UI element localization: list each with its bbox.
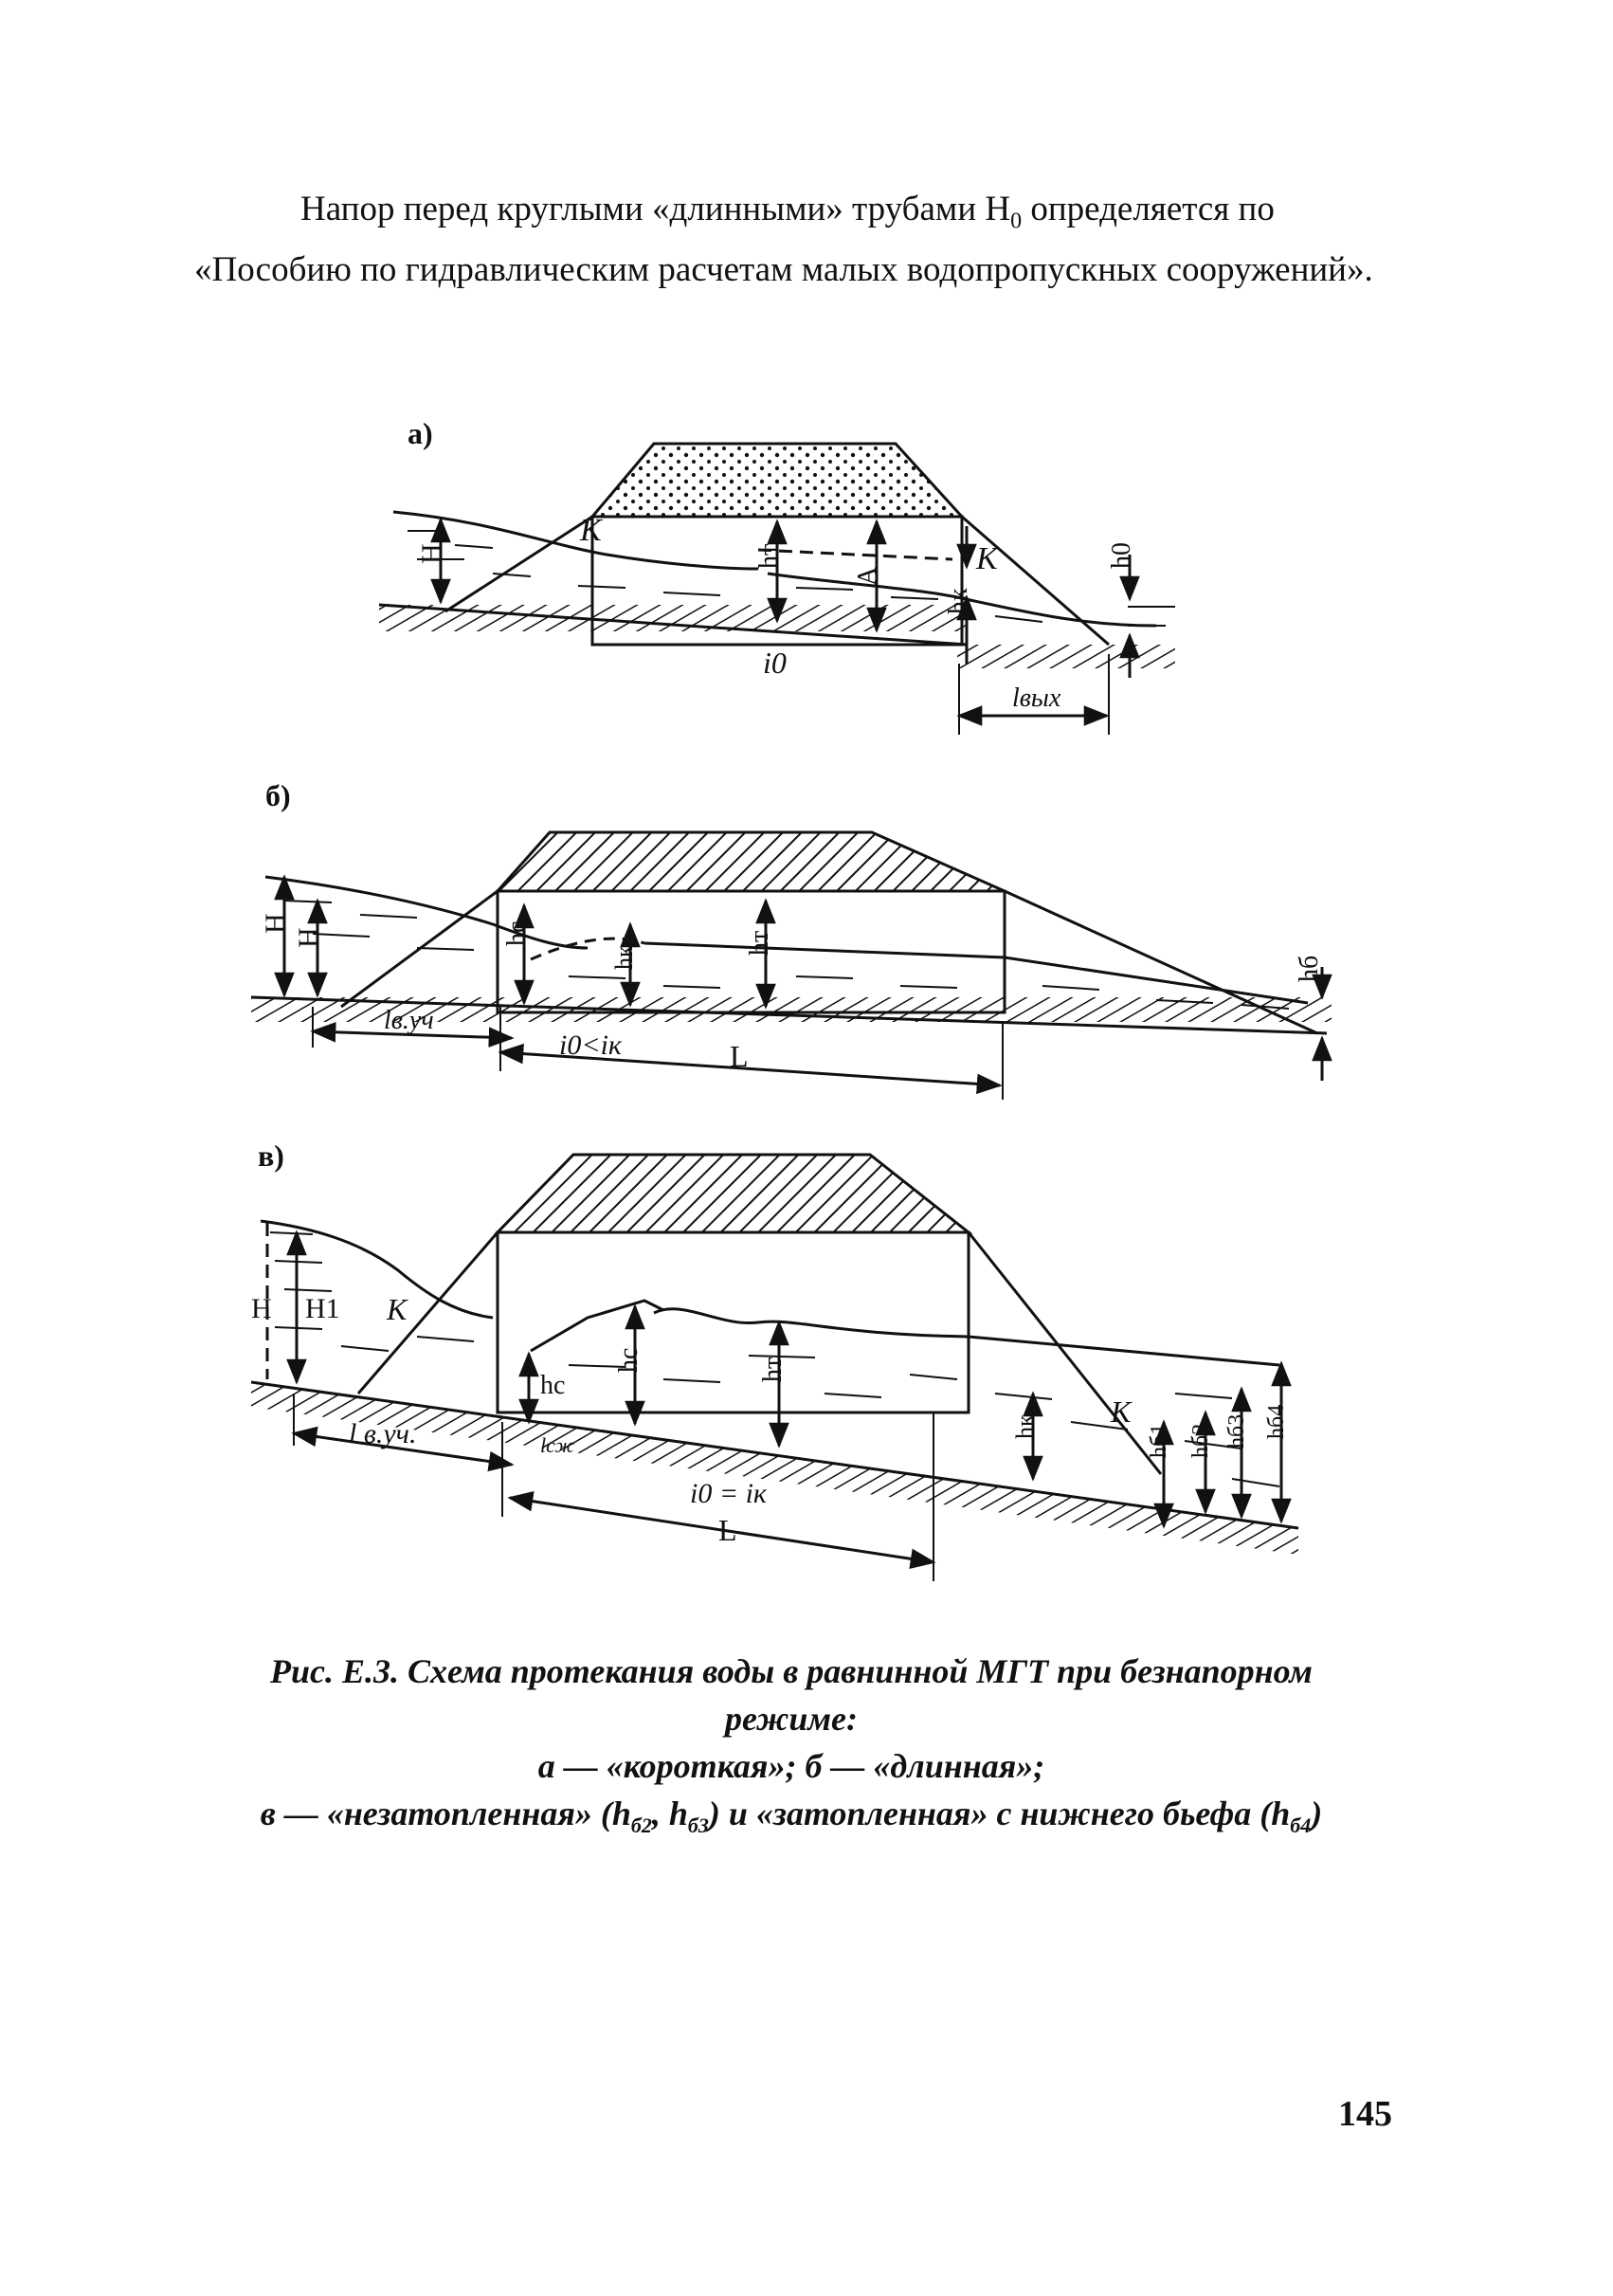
page-number: 145 [1338,2094,1392,2134]
label-h-a: H [416,543,447,564]
label-hc-small-v: hc [540,1371,566,1400]
label-l-b: L [730,1039,749,1073]
embankment-fill-b [498,832,1005,891]
critical-depth-line-a [758,550,952,559]
label-lvuch-b: lв.уч [384,1006,434,1035]
scheme-a [379,416,1175,735]
ground-hatch-v [251,1382,1298,1555]
label-hb-b: hб [1295,955,1324,982]
figure-v-letter: в) [258,1139,284,1173]
label-slope-v: i0 = iк [690,1478,767,1509]
ground-hatch-a-left [379,605,967,631]
label-h1-v: H1 [305,1293,340,1324]
label-lsj-v: lсж [540,1433,575,1457]
label-hb2-v: hб2 [1188,1423,1213,1458]
label-i0-a: i0 [763,646,787,680]
label-k-left-v: K [387,1292,408,1326]
label-lvuch-v: l в.уч. [349,1418,417,1449]
label-hb4-v: hб4 [1264,1404,1289,1439]
label-hk-a: hк [944,588,973,614]
figure-caption: Рис. Е.3. Схема протекания воды в равнинной МГТ при безнапорном режиме: а — «короткая»; б — «длинная»; в — «незатопленная» ($h_{б2}$, $h_{б3}$) и «затопленная» с нижнего бьефа $(h_{б4})$ [260,1652,1323,1838]
intro-paragraph: Напор перед круглыми «длинными» трубами $H_0$ определяется по «Пособию по гидравлическим расчетам малых водопропускных сооружений». [194,190,1373,290]
label-h-outer-b: H [260,913,291,934]
label-hc-b: hc [502,920,532,946]
embankment-fill-a [592,444,962,517]
label-l-v: L [718,1513,737,1547]
figure-a-letter: а) [408,416,433,450]
label-lvyx-a: lвых [1012,683,1061,713]
label-slope-b: i0<iк [559,1030,622,1061]
label-ht-a: hт [754,543,784,569]
label-hb1-v: hб1 [1147,1423,1171,1458]
label-a-a: A [853,566,882,586]
ground-hatch-a-right [957,645,1175,668]
label-hk-v: hк [1011,1414,1039,1439]
scheme-v [251,1139,1298,1581]
label-k-left-a: K [580,513,602,548]
label-h-v: H [251,1293,272,1324]
label-hc-v: hc [614,1347,643,1373]
label-hb3-v: hб3 [1224,1413,1249,1449]
label-ht-b: hт [745,930,774,956]
embankment-fill-v [498,1155,969,1232]
label-h0-a: h0 [1107,542,1136,569]
label-hk-b: hк [610,945,638,970]
label-ht-v: hт [758,1357,788,1382]
label-h-inner-b: H [293,927,324,948]
figure-b-letter: б) [265,778,291,812]
label-k-right-a: K [976,541,998,576]
scheme-b [251,778,1332,1100]
label-k-right-v: K [1111,1394,1132,1429]
